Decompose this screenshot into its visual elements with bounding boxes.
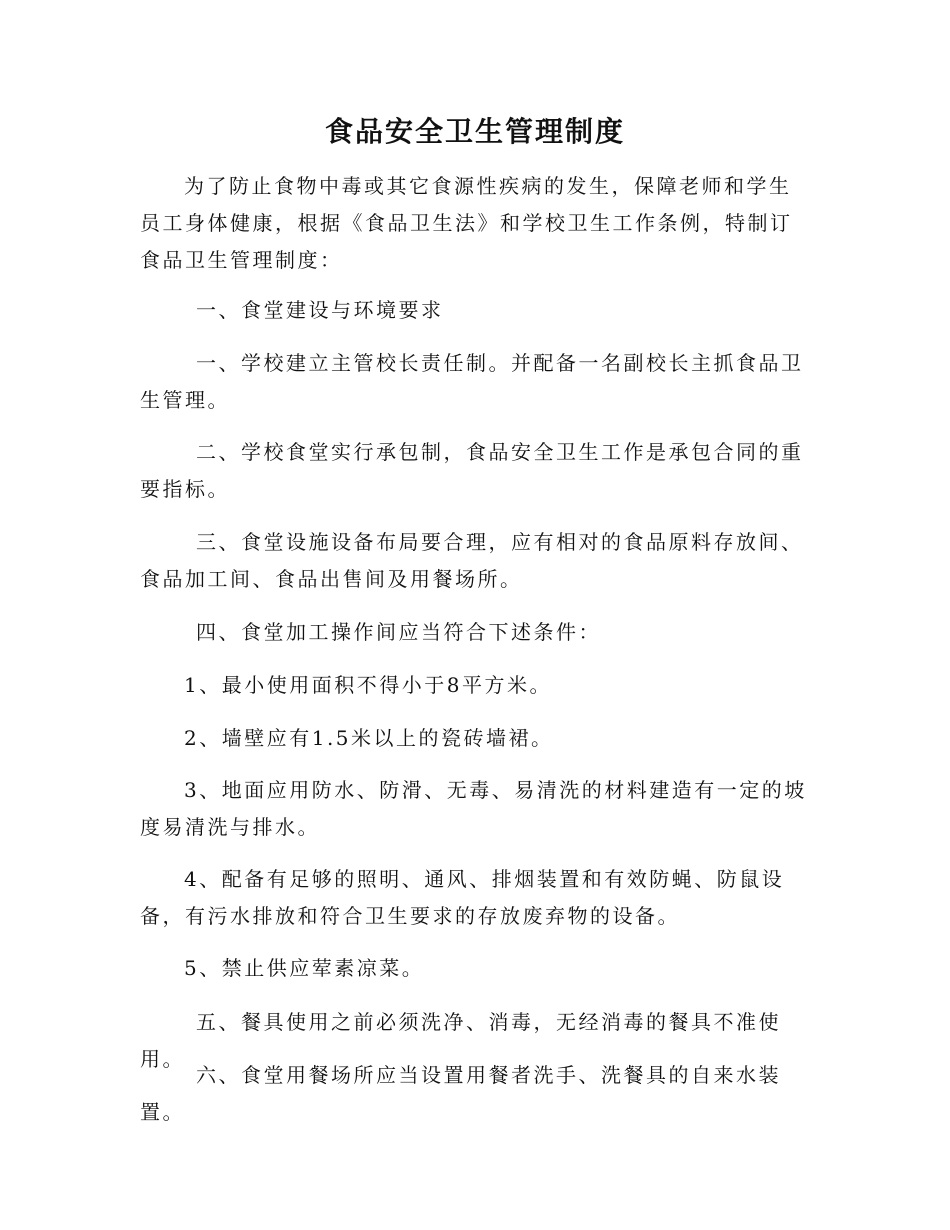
document-title: 食品安全卫生管理制度: [324, 115, 625, 148]
paragraph-item-6: 六、食堂用餐场所应当设置用餐者洗手、洗餐具的自来水装置。: [140, 1063, 781, 1124]
condition-3: 3、地面应用防水、防滑、无毒、易清洗的材料建造有一定的坡度易清洗与排水。: [140, 778, 807, 839]
condition-5: 5、禁止供应荤素凉菜。: [184, 956, 425, 980]
section-heading-1: 一、食堂建设与环境要求: [196, 298, 444, 322]
intro-paragraph: 为了防止食物中毒或其它食源性疾病的发生，保障老师和学生员工身体健康，根据《食品卫生法》和学校卫生工作条例，特制订食品卫生管理制度：: [140, 174, 793, 272]
paragraph-item-1: 一、学校建立主管校长责任制。并配备一名副校长主抓食品卫生管理。: [140, 351, 804, 412]
paragraph-item-3: 三、食堂设施设备布局要合理，应有相对的食品原料存放间、食品加工间、食品出售间及用餐场所。: [140, 530, 804, 591]
condition-2: 2、墙壁应有1.5米以上的瓷砖墙裙。: [184, 726, 554, 750]
paragraph-item-4: 四、食堂加工操作间应当符合下述条件：: [196, 620, 601, 644]
condition-4: 4、配备有足够的照明、通风、排烟装置和有效防蝇、防鼠设备，有污水排放和符合卫生要求的存放废弃物的设备。: [140, 867, 785, 928]
paragraph-item-5: 五、餐具使用之前必须洗净、消毒，无经消毒的餐具不准使用。: [140, 1010, 781, 1071]
condition-1: 1、最小使用面积不得小于8平方米。: [184, 673, 552, 697]
paragraph-item-2: 二、学校食堂实行承包制，食品安全卫生工作是承包合同的重要指标。: [140, 440, 804, 501]
